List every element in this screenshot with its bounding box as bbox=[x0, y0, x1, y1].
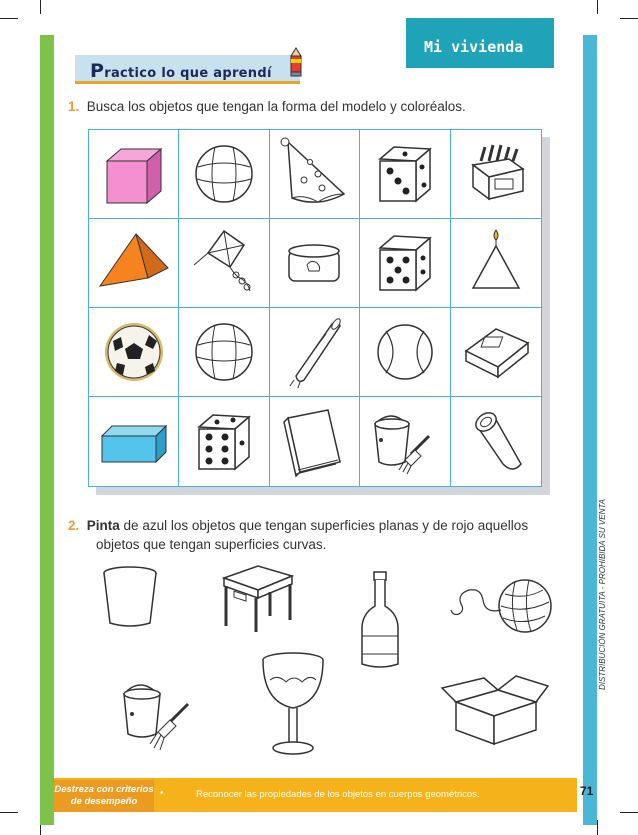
footer-bullet: • bbox=[160, 788, 164, 799]
die-icon bbox=[189, 407, 259, 477]
shape-grid bbox=[88, 129, 542, 487]
bottle-icon[interactable] bbox=[356, 570, 406, 670]
can-icon bbox=[461, 404, 531, 480]
chapter-title: Mi vivienda bbox=[424, 38, 524, 56]
distribution-note: DISTRIBUCIÓN GRATUITA - PROHIBIDA SU VENTA bbox=[598, 499, 607, 690]
pencil-case-icon bbox=[274, 314, 354, 390]
pink-cube-icon bbox=[99, 139, 169, 209]
crayon-box-icon bbox=[461, 139, 531, 209]
party-hat-icon bbox=[274, 136, 354, 212]
instruction-2-number: 2. bbox=[68, 518, 80, 533]
grid-cell-soccer-ball[interactable] bbox=[89, 308, 179, 397]
footer-label bbox=[54, 780, 154, 812]
instruction-2-text: de azul los objetos que tengan superficies planas y de rojo aquellos bbox=[119, 518, 529, 533]
goblet-icon[interactable] bbox=[258, 650, 328, 758]
crop-mark bbox=[0, 18, 18, 19]
cone-candle-icon bbox=[461, 228, 531, 298]
baseball-icon bbox=[370, 317, 440, 387]
footer-text: Reconocer las propiedades de los objetos en cuerpos geométricos. bbox=[196, 789, 480, 800]
grid-cell-orange-pyramid[interactable] bbox=[89, 219, 179, 308]
crop-mark bbox=[40, 0, 41, 14]
paint-bucket-icon bbox=[365, 404, 445, 480]
instruction-2-keyword: Pinta bbox=[86, 518, 120, 533]
page-number: 71 bbox=[580, 784, 594, 798]
instruction-1-text: los objetos que tengan la forma del modelo y coloréalos. bbox=[124, 99, 466, 114]
orange-pyramid-icon bbox=[96, 228, 172, 298]
folded-towel-icon bbox=[456, 317, 536, 387]
grid-cell-folded-towel[interactable] bbox=[451, 308, 541, 397]
grid-cell-ball[interactable] bbox=[179, 130, 269, 219]
grid-cell-die[interactable] bbox=[179, 397, 269, 486]
grid-cell-die[interactable] bbox=[360, 130, 450, 219]
instruction-1-number: 1. bbox=[68, 99, 80, 114]
grid-cell-die[interactable] bbox=[360, 219, 450, 308]
soccer-ball-icon bbox=[99, 317, 169, 387]
crop-mark bbox=[620, 812, 638, 813]
grid-cell-can[interactable] bbox=[451, 397, 541, 486]
right-color-bar bbox=[583, 35, 597, 825]
footer-label-line1: Destreza con criterios bbox=[54, 784, 154, 795]
grid-cell-cone-candle[interactable] bbox=[451, 219, 541, 308]
section-title-rest: ractico lo que aprendí bbox=[104, 66, 272, 81]
grid-cell-crayon-box[interactable] bbox=[451, 130, 541, 219]
die-icon bbox=[370, 139, 440, 209]
grid-cell-baseball[interactable] bbox=[360, 308, 450, 397]
paint-bucket-icon[interactable] bbox=[118, 672, 198, 752]
crop-mark bbox=[597, 820, 598, 835]
crop-mark bbox=[0, 812, 18, 813]
table-icon[interactable] bbox=[218, 562, 298, 634]
crop-mark bbox=[620, 18, 638, 19]
section-title-initial: P bbox=[90, 60, 105, 82]
kite-icon bbox=[184, 225, 264, 301]
lidded-box-icon bbox=[279, 233, 349, 293]
instruction-1-keyword: Busca bbox=[86, 99, 125, 114]
left-color-bar bbox=[40, 35, 54, 825]
yarn-ball-icon[interactable] bbox=[445, 570, 555, 640]
book-icon bbox=[274, 404, 354, 480]
blue-prism-icon bbox=[96, 412, 172, 472]
grid-cell-ball[interactable] bbox=[179, 308, 269, 397]
ball-icon bbox=[189, 139, 259, 209]
crop-mark bbox=[597, 0, 598, 14]
open-box-icon[interactable] bbox=[436, 668, 552, 748]
instruction-1 bbox=[68, 97, 466, 116]
grid-cell-pencil-case[interactable] bbox=[270, 308, 360, 397]
grid-cell-lidded-box[interactable] bbox=[270, 219, 360, 308]
ball-icon bbox=[189, 317, 259, 387]
grid-cell-paint-bucket[interactable] bbox=[360, 397, 450, 486]
grid-cell-kite[interactable] bbox=[179, 219, 269, 308]
grid-cell-pink-cube[interactable] bbox=[89, 130, 179, 219]
grid-cell-party-hat[interactable] bbox=[270, 130, 360, 219]
cup-icon[interactable] bbox=[100, 565, 160, 631]
instruction-2 bbox=[68, 516, 568, 554]
section-title bbox=[90, 60, 272, 82]
die-icon bbox=[370, 228, 440, 298]
grid-cell-book[interactable] bbox=[270, 397, 360, 486]
footer-label-line2: de desempeño bbox=[70, 796, 138, 807]
instruction-2-line2: objetos que tengan superficies curvas. bbox=[96, 537, 327, 552]
pencil-icon bbox=[287, 46, 305, 80]
grid-cell-blue-prism[interactable] bbox=[89, 397, 179, 486]
